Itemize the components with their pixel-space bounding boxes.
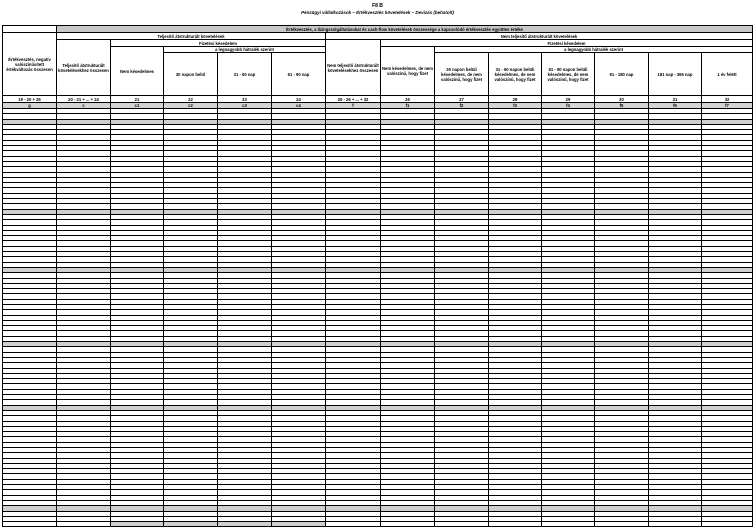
col-number: 23 <box>218 96 272 103</box>
table-cell <box>595 522 649 527</box>
col-letter: c <box>57 103 111 109</box>
col-letter: f7 <box>702 103 753 109</box>
due-a-header: Fizetési késedelem <box>111 40 326 47</box>
due-b-header: Fizetési késedelem <box>381 40 753 47</box>
group-nonperforming-header: Nem teljesítő átstrukturált követelések <box>326 33 753 40</box>
group-performing-header: Teljesítő átstrukturált követelések <box>57 33 326 40</box>
table-cell <box>272 522 326 527</box>
days-a-header: a legnagyobb hátralék szerint <box>164 47 326 53</box>
col-b-91-180: 91 - 180 nap <box>595 53 649 96</box>
col-letter: f4 <box>542 103 595 109</box>
col-b-over-1y: 1 év felett <box>702 53 753 96</box>
col-letter: c4 <box>272 103 326 109</box>
col-letter: f5 <box>595 103 649 109</box>
table-cell <box>3 522 57 527</box>
col-letter: f2 <box>435 103 489 109</box>
col-number: 25 - 26 + ... + 32 <box>326 96 381 103</box>
col-letter: c1 <box>111 103 164 109</box>
col-b-total: Nem teljesítő átstrukturált követelésekhez összesen <box>326 40 381 96</box>
form-code: F8 B <box>372 3 383 9</box>
left-column-label: Értékvesztés, negatív valószínűsített értékváltozás összesen <box>3 33 57 96</box>
col-letter: c3 <box>218 103 272 109</box>
table-row <box>3 522 753 527</box>
col-letter: f <box>326 103 381 109</box>
col-number: 20 - 21 + ... + 24 <box>57 96 111 103</box>
col-number: 32 <box>702 96 753 103</box>
col-letter: f1 <box>381 103 435 109</box>
col-number: 26 <box>381 96 435 103</box>
table-cell <box>489 522 542 527</box>
col-number: 24 <box>272 96 326 103</box>
column-number-row <box>3 96 753 103</box>
col-number: 28 <box>489 96 542 103</box>
col-number: 29 <box>542 96 595 103</box>
col-letter: f3 <box>489 103 542 109</box>
table-cell <box>326 522 381 527</box>
form-subtitle: Pénzügyi vállalkozások – Értékvesztés követelések – Devizás (behatolt) <box>301 10 454 15</box>
days-b-header: a legnagyobb hátralék szerint <box>435 47 753 53</box>
table-cell <box>702 522 753 527</box>
col-letter: c2 <box>164 103 218 109</box>
col-a-61-90: 61 - 90 nap <box>272 53 326 96</box>
table-top-title: Értékvesztés, a lízingszolgáltatásokat és cash-flow követelések összessége a kapcsolódó értékvesztés együttes értéke <box>57 26 753 33</box>
col-number: 21 <box>111 96 164 103</box>
col-number: 19 - 20 + 25 <box>3 96 57 103</box>
col-a-total: Teljesítő átstrukturált követelésekhez összesen <box>57 40 111 96</box>
table-cell <box>164 522 218 527</box>
col-a-not-late: Nem késedelmes <box>111 47 164 96</box>
col-number: 27 <box>435 96 489 103</box>
table-cell <box>649 522 702 527</box>
table-cell <box>381 522 435 527</box>
col-number: 30 <box>595 96 649 103</box>
col-b-61-90: 61 - 90 napon belüli késedelmes, de nem valószínű, hogy fizet <box>542 53 595 96</box>
spacer-cell <box>3 26 57 33</box>
table-cell <box>218 522 272 527</box>
table-cell <box>111 522 164 527</box>
col-b-31-60: 31 - 60 napon belüli késedelmes, de nem valószínű, hogy fizet <box>489 53 542 96</box>
col-letter: f6 <box>649 103 702 109</box>
col-a-31-60: 31 - 60 nap <box>218 53 272 96</box>
col-a-30: 30 napon belül <box>164 53 218 96</box>
table-cell <box>542 522 595 527</box>
table-cell <box>435 522 489 527</box>
col-number: 31 <box>649 96 702 103</box>
table-cell <box>57 522 111 527</box>
col-letter: g <box>3 103 57 109</box>
col-b-181-365: 181 nap - 365 nap <box>649 53 702 96</box>
col-number: 22 <box>164 96 218 103</box>
impairment-table <box>2 25 753 527</box>
col-b-30: 30 napon belüli késedelmes, de nem valószínű, hogy fizet <box>435 53 489 96</box>
col-b-not-late: Nem késedelmes, de nem valószínű, hogy fizet <box>381 47 435 96</box>
